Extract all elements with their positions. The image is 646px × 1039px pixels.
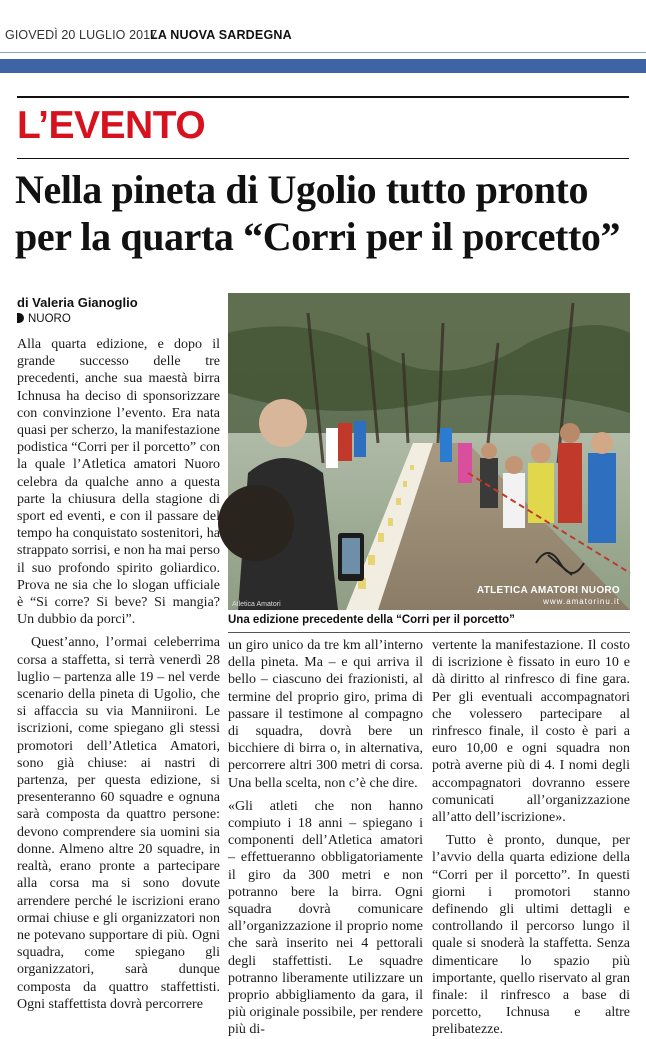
photo-watermark: ATLETICA AMATORI NUORO bbox=[476, 585, 620, 596]
section-rule-bottom bbox=[17, 158, 629, 159]
masthead-color-bar bbox=[0, 59, 646, 73]
article-column-3 bbox=[432, 637, 630, 1038]
photo-watermark-url: www.amatorinu.it bbox=[543, 597, 620, 606]
paragraph: Tutto è pronto, dunque, per l’avvio della quarta edizione della “Corri per il porcetto”. In questi giorni i promotori stanno definendo gli ultimi dettagli e controllando il percorso lungo il quale si snoderà la staffetta. Senza dimenticare lo spazio più importante, quello riservato al gran finale: il rinfresco a base di porcetto, Ichnusa e altre prelibatezze. bbox=[432, 833, 630, 1038]
section-rule-top bbox=[17, 96, 629, 98]
location-text: NUORO bbox=[28, 313, 71, 325]
dateline-location bbox=[17, 313, 71, 325]
photo-illustration bbox=[228, 293, 630, 610]
paragraph: vertente la manifestazione. Il costo di iscrizione è fissato in euro 10 e dà diritto al rinfresco di fine gara. Per gli eventuali accompagnatori che volessero partecipare al rinfresco finale, il costo è pari a euro 10,00 e ogni squadra non potrà averne più di 4. I nomi degli accompagnatori dovranno essere comunicati all’organizzazione all’atto dell’iscrizione». bbox=[432, 638, 630, 826]
paragraph: un giro unico da tre km all’interno della pineta. Ma – e qui arriva il bello – ciascuno dei frazionisti, al termine del proprio giro, prima di passare il testimone al compagno di squadra, dovrà bere un bicchiere di birra o, in alternativa, percorrere altri 300 metri di corsa. Una bella scelta, non c’è che dire. bbox=[228, 638, 423, 791]
article-column-1 bbox=[17, 336, 220, 1012]
photo-credit: Atletica Amatori bbox=[232, 601, 281, 608]
section-label: L’EVENTO bbox=[17, 104, 206, 147]
paragraph: Alla quarta edizione, e dopo il grande successo delle tre precedenti, anche sua maestà birra Ichnusa ha deciso di sponsorizzare con convinzione l’evento. Era nata quasi per scherzo, la manifestazione podistica “Corri per il porcetto” con la quale l’Atletica amatori Nuoro celebra da qualche anno a questa parte la chiusura della stagione di sport ed eventi, e con il passare del tempo ha conquistato sostenitori, ha strappato sorrisi, e non ha mai perso il suo profondo spirito goliardico. Prova ne sia che lo slogan ufficiale è “Si corre? Si beve? Si mangia? Un dubbio da porci”. bbox=[17, 337, 220, 628]
headline-line-2: per la quarta “Corri per il porcetto” bbox=[15, 214, 621, 259]
paragraph: Quest’anno, l’ormai celeberrima corsa a staffetta, si terrà venerdì 28 luglio – partenza alle 19 – nel verde scenario della pineta di Ugolio, che si affaccia su via Manniironi. Le iscrizioni, come spiegano gli stessi promotori dell’Atletica Amatori, sono già chiuse: ai nastri di partenza, per questa edizione, si presenteranno 60 squadre e ognuna sarà composta da quattro persone: devono comprendere sia uomini sia donne. Almeno altre 20 squadre, in realtà, erano pronte a partecipare alla corsa ma si sono dovute arrendere perché le iscrizioni erano ormai chiuse e gli organizzatori non ne potevano supportare di più. Ogni squadra, come spiegano gli organizzatori, sarà dunque composta da quattro staffettisti. Ogni staffettista dovrà percorrere bbox=[17, 635, 220, 1012]
caption-rule bbox=[228, 632, 630, 633]
headline-line-1: Nella pineta di Ugolio tutto pronto bbox=[15, 167, 589, 212]
photo-caption: Una edizione precedente della “Corri per il porcetto” bbox=[228, 614, 515, 626]
masthead-rule bbox=[0, 52, 646, 53]
newspaper-name: LA NUOVA SARDEGNA bbox=[150, 28, 292, 42]
masthead bbox=[0, 0, 646, 62]
location-marker-icon bbox=[17, 313, 24, 323]
paragraph: «Gli atleti che non hanno compiuto i 18 anni – spiegano i componenti dell’Atletica amatori – effettueranno obbligatoriamente il giro da 300 metri e non potranno bere la birra. Ogni squadra dovrà comunicare all’organizzazione il proprio nome che sarà inserito nei 4 pettorali degli staffettisti. Le squadre potranno liberamente utilizzare un proprio abbigliamento da gara, il più originale possibile, per rendere più di- bbox=[228, 798, 423, 1038]
byline: di Valeria Gianoglio bbox=[17, 295, 138, 310]
article-column-2 bbox=[228, 637, 423, 1038]
article-photo bbox=[228, 293, 630, 610]
issue-date: GIOVEDÌ 20 LUGLIO 2017 bbox=[5, 28, 158, 42]
headline bbox=[15, 166, 635, 260]
